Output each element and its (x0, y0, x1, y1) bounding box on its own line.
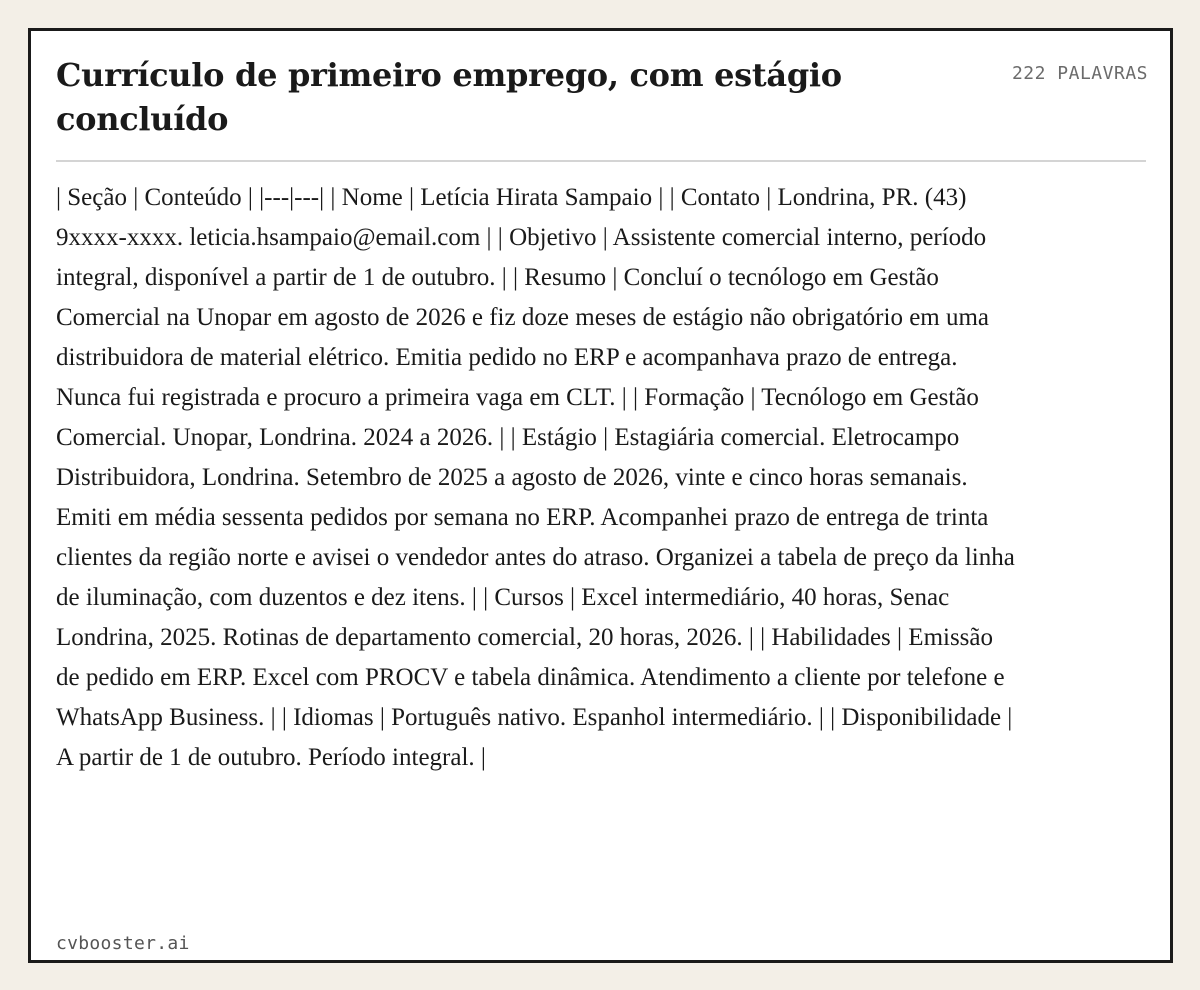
footer-brand: cvbooster.ai (56, 933, 190, 954)
document-body: | Seção | Conteúdo | |---|---| | Nome | Letícia Hirata Sampaio | | Contato | Londrina, PR. (43) 9xxxx-xxxx. leticia.hsampaio@email.com | | Objetivo | Assistente comercial interno, período integral, disponível a partir de 1 de outubro. | | Resumo | Concluí o tecnólogo em Gestão Comercial na Unopar em agosto de 2026 e fiz doze meses de estágio não obrigatório em uma distribuidora de material elétrico. Emitia pedido no ERP e acompanhava prazo de entrega. Nunca fui registrada e procuro a primeira vaga em CLT. | | Formação | Tecnólogo em Gestão Comercial. Unopar, Londrina. 2024 a 2026. | | Estágio | Estagiária comercial. Eletrocampo Distribuidora, Londrina. Setembro de 2025 a agosto de 2026, vinte e cinco horas semanais. Emiti em média sessenta pedidos por semana no ERP. Acompanhei prazo de entrega de trinta clientes da região norte e avisei o vendedor antes do atraso. Organizei a tabela de preço da linha de iluminação, com duzentos e dez itens. | | Cursos | Excel intermediário, 40 horas, Senac Londrina, 2025. Rotinas de departamento comercial, 20 horas, 2026. | | Habilidades | Emissão de pedido em ERP. Excel com PROCV e tabela dinâmica. Atendimento a cliente por telefone e WhatsApp Business. | | Idiomas | Português nativo. Espanhol intermediário. | | Disponibilidade | A partir de 1 de outubro. Período integral. | (56, 184, 1015, 771)
document-header (56, 53, 1146, 163)
header-divider (56, 160, 1146, 162)
document-card (28, 28, 1173, 963)
document-title: Currículo de primeiro emprego, com estágio concluído (56, 56, 842, 138)
word-count-badge: 222 PALAVRAS (1011, 63, 1148, 84)
